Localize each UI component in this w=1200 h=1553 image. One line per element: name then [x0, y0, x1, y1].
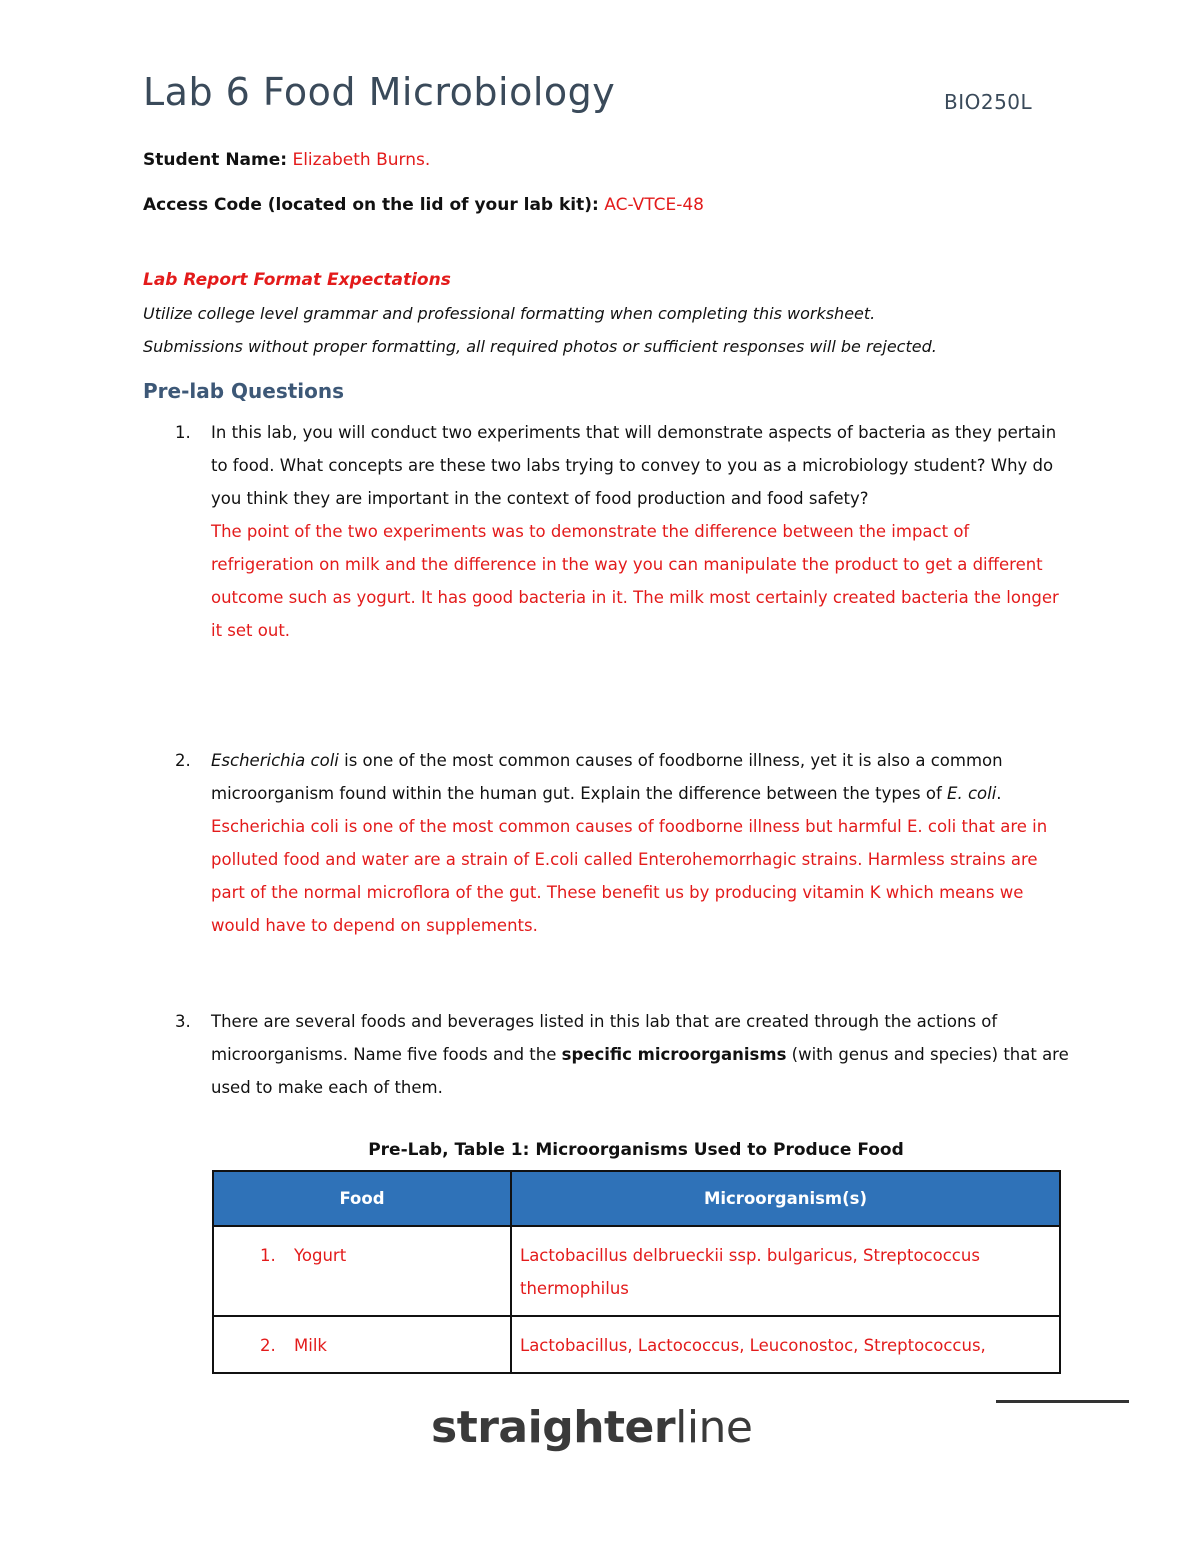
question-3 [175, 1005, 1075, 1104]
row-number: 2. [260, 1336, 276, 1355]
table-cell-microorganism: Lactobacillus delbrueckii ssp. bulgaricus, Streptococcus thermophilus [511, 1226, 1060, 1316]
table-cell-food [213, 1226, 511, 1316]
access-code-field [143, 195, 704, 215]
question-2-answer: Escherichia coli is one of the most common causes of foodborne illness but harmful E. coli that are in polluted food and water are a strain of E.coli called Enterohemorrhagic strains. Harmless strains are part of the normal microflora of the gut. These benefit us by producing vitamin K which means we would have to depend on supplements. [211, 817, 1048, 935]
question-2-text [211, 744, 1075, 810]
expectations-line-1: Utilize college level grammar and professional formatting when completing this worksheet. [143, 304, 876, 323]
food-name: Milk [294, 1336, 327, 1355]
row-number: 1. [260, 1246, 276, 1265]
food-name: Yogurt [294, 1246, 347, 1265]
table-header-row [213, 1171, 1060, 1226]
question-2 [175, 744, 1075, 942]
logo-text-bold: straighter [431, 1402, 676, 1453]
student-name-field [143, 150, 430, 170]
page-title: Lab 6 Food Microbiology [143, 70, 616, 114]
table-caption: Pre-Lab, Table 1: Microorganisms Used to Produce Food [368, 1140, 904, 1160]
straighterline-logo [431, 1400, 761, 1460]
question-2-italic-ecoli: E. coli [947, 784, 997, 803]
table-cell-microorganism: Lactobacillus, Lactococcus, Leuconostoc, Streptococcus, [511, 1316, 1060, 1373]
question-1-number: 1. [175, 423, 191, 442]
course-code: BIO250L [944, 90, 1033, 114]
logo-text-light: line [675, 1402, 753, 1453]
question-2-text-mid: is one of the most common causes of foodborne illness, yet it is also a common microorganism found within the human gut. Explain the difference between the types of [211, 751, 1003, 803]
question-1-answer: The point of the two experiments was to demonstrate the difference between the impact of refrigeration on milk and the difference in the way you can manipulate the product to get a different outcome such as yogurt. It has good bacteria in it. The milk most certainly created bacteria the longer it set out. [211, 522, 1059, 640]
table-row [213, 1316, 1060, 1373]
question-3-text-start: There are several foods and beverages listed in this lab that are created through the actions of microorganisms. Name five foods and the [211, 1012, 998, 1064]
question-3-text [211, 1005, 1075, 1104]
access-code-value: AC-VTCE-48 [604, 195, 704, 215]
logo-rule [996, 1400, 1129, 1403]
question-3-text-bold: specific microorganisms [561, 1045, 787, 1064]
question-2-text-tail: . [996, 784, 1002, 803]
expectations-line-2: Submissions without proper formatting, all required photos or sufficient responses will be rejected. [143, 337, 937, 356]
student-name-label: Student Name: [143, 150, 288, 170]
table-header-food: Food [213, 1171, 511, 1226]
question-3-text-end: (with genus and species) that are used to make each of them. [211, 1045, 1069, 1097]
access-code-label: Access Code (located on the lid of your lab kit): [143, 195, 599, 215]
question-1 [175, 416, 1075, 647]
table-row [213, 1226, 1060, 1316]
question-2-italic-species: Escherichia coli [211, 751, 339, 770]
question-3-number: 3. [175, 1012, 191, 1031]
student-name-value: Elizabeth Burns. [292, 150, 431, 170]
question-1-text: In this lab, you will conduct two experiments that will demonstrate aspects of bacteria as they pertain to food. What concepts are these two labs trying to convey to you as a microbiology student? Why do you think they are important in the context of food production and food safety? [211, 423, 1057, 508]
question-2-number: 2. [175, 751, 191, 770]
prelab-heading: Pre-lab Questions [143, 379, 345, 403]
table-header-microorganisms: Microorganism(s) [511, 1171, 1060, 1226]
expectations-heading: Lab Report Format Expectations [143, 270, 451, 290]
table-cell-food [213, 1316, 511, 1373]
microorganisms-table [212, 1170, 1061, 1374]
